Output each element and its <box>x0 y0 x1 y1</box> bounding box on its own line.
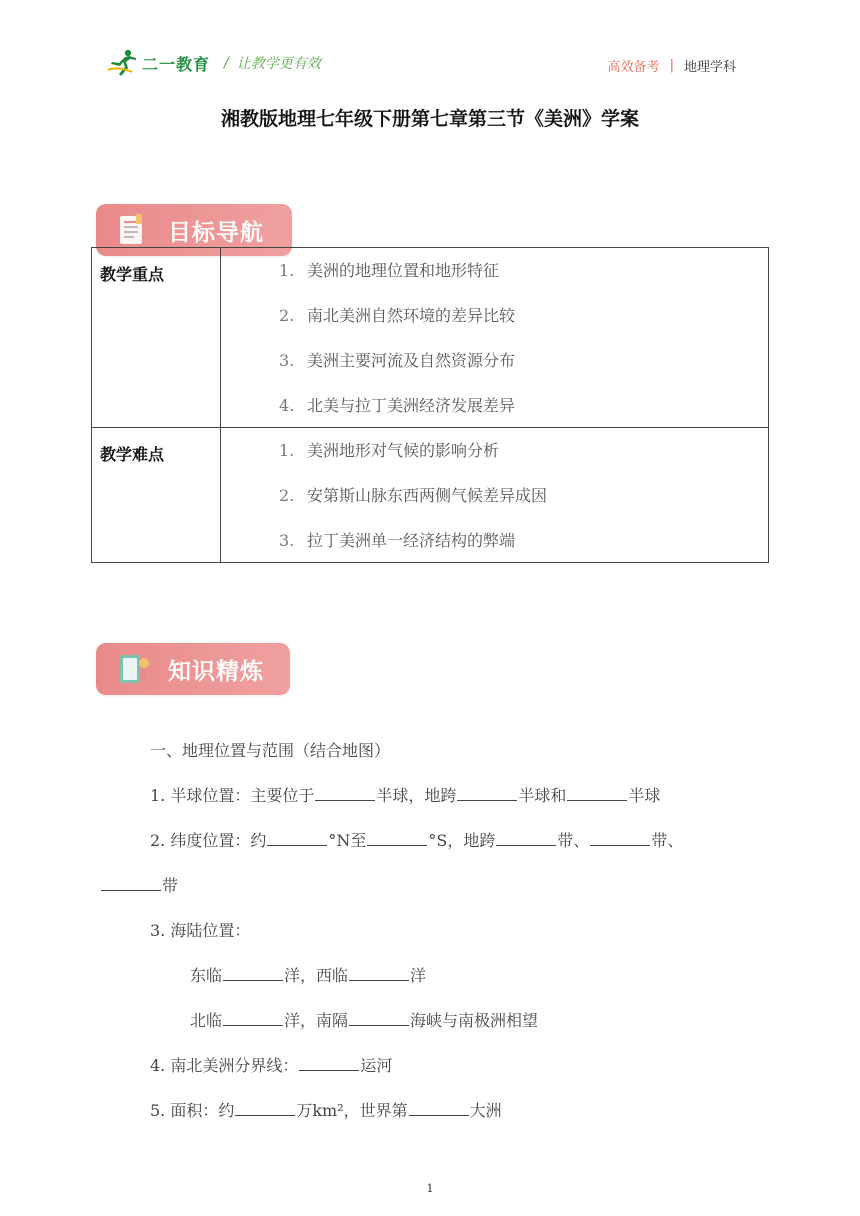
page-title: 湘教版地理七年级下册第七章第三节《美洲》学案 <box>220 108 639 130</box>
text-segment: 半球 <box>628 786 661 805</box>
answer-blank <box>101 876 161 891</box>
text-segment: 运河 <box>360 1056 393 1075</box>
text-segment: 北临 <box>190 1011 223 1030</box>
question-latitude <box>150 828 683 851</box>
slogan-separator: / <box>224 55 229 71</box>
text-segment: 洋 <box>410 966 427 985</box>
book-icon <box>114 649 154 689</box>
logo-text: 二一教育 <box>142 54 211 74</box>
question-sea-land-north-south <box>190 1008 538 1031</box>
item-text: 美洲地形对气候的影响分析 <box>307 441 500 460</box>
answer-blank <box>367 831 427 846</box>
question-area <box>150 1098 502 1121</box>
item-text: 美洲主要河流及自然资源分布 <box>307 351 516 370</box>
text-segment: 5. 面积：约 <box>150 1101 235 1120</box>
list-item <box>279 393 768 419</box>
section-heading: 一、地理位置与范围（结合地图） <box>150 741 391 760</box>
text-segment: 海峡与南极洲相望 <box>410 1011 539 1030</box>
list-item <box>279 303 768 348</box>
difficult-points-list <box>221 428 769 563</box>
item-number: 3. <box>279 351 295 370</box>
slogan: 让教学更有效 <box>236 56 321 72</box>
key-points-list <box>221 248 769 428</box>
header-separator: | <box>669 58 674 73</box>
answer-blank <box>299 1056 359 1071</box>
text-segment: 带、 <box>557 831 590 850</box>
table-row <box>92 248 769 428</box>
page-header <box>106 48 746 82</box>
answer-blank <box>349 966 409 981</box>
answer-blank <box>567 786 627 801</box>
item-number: 1. <box>279 261 295 280</box>
item-number: 2. <box>279 486 295 505</box>
list-item <box>279 438 768 483</box>
header-tag: 高效备考 <box>607 60 660 75</box>
item-number: 4. <box>279 396 295 415</box>
list-item <box>279 528 768 554</box>
answer-blank <box>223 966 283 981</box>
question-hemisphere <box>150 783 660 806</box>
question-boundary <box>150 1053 392 1076</box>
page-number: 1 <box>426 1182 434 1195</box>
list-item <box>279 483 768 528</box>
text-segment: °N至 <box>328 831 367 850</box>
text-segment: 带 <box>162 876 179 895</box>
answer-blank <box>349 1011 409 1026</box>
key-points-label: 教学重点 <box>92 248 221 428</box>
text-segment: °S，地跨 <box>428 831 496 850</box>
goals-table <box>91 247 769 563</box>
item-number: 1. <box>279 441 295 460</box>
answer-blank <box>235 1101 295 1116</box>
section-title-knowledge: 知识精炼 <box>168 658 264 685</box>
text-segment: 大洲 <box>469 1101 502 1120</box>
header-subject-label: 地理学科 <box>683 60 736 75</box>
text-segment: 带、 <box>651 831 684 850</box>
section-banner-knowledge <box>96 643 290 695</box>
text-segment: 半球，地跨 <box>376 786 457 805</box>
answer-blank <box>590 831 650 846</box>
list-item <box>279 258 768 303</box>
item-text: 拉丁美洲单一经济结构的弊端 <box>307 531 516 550</box>
question-latitude-cont <box>100 873 178 896</box>
table-row <box>92 428 769 563</box>
answer-blank <box>267 831 327 846</box>
item-number: 3. <box>279 531 295 550</box>
difficult-points-label: 教学难点 <box>92 428 221 563</box>
text-segment: 洋，南隔 <box>284 1011 349 1030</box>
item-text: 北美与拉丁美洲经济发展差异 <box>307 396 516 415</box>
text-segment: 1. 半球位置：主要位于 <box>150 786 315 805</box>
list-item <box>279 348 768 393</box>
item-text: 南北美洲自然环境的差异比较 <box>307 306 516 325</box>
text-segment: 洋，西临 <box>284 966 349 985</box>
item-number: 2. <box>279 306 295 325</box>
text-segment: 2. 纬度位置：约 <box>150 831 267 850</box>
section-title-goals: 目标导航 <box>168 219 264 246</box>
text-segment: 万km²，世界第 <box>296 1101 408 1120</box>
text-segment: 4. 南北美洲分界线： <box>150 1056 299 1075</box>
header-subject <box>608 56 736 75</box>
question-sea-land: 3. 海陆位置： <box>150 921 251 940</box>
question-sea-land-east-west <box>190 963 426 986</box>
logo <box>106 48 321 78</box>
answer-blank <box>457 786 517 801</box>
answer-blank <box>409 1101 469 1116</box>
document-icon <box>114 210 154 250</box>
answer-blank <box>223 1011 283 1026</box>
item-text: 美洲的地理位置和地形特征 <box>307 261 500 280</box>
text-segment: 东临 <box>190 966 223 985</box>
text-segment: 半球和 <box>518 786 567 805</box>
answer-blank <box>315 786 375 801</box>
item-text: 安第斯山脉东西两侧气候差异成因 <box>307 486 548 505</box>
runner-logo-icon <box>106 48 140 78</box>
answer-blank <box>496 831 556 846</box>
